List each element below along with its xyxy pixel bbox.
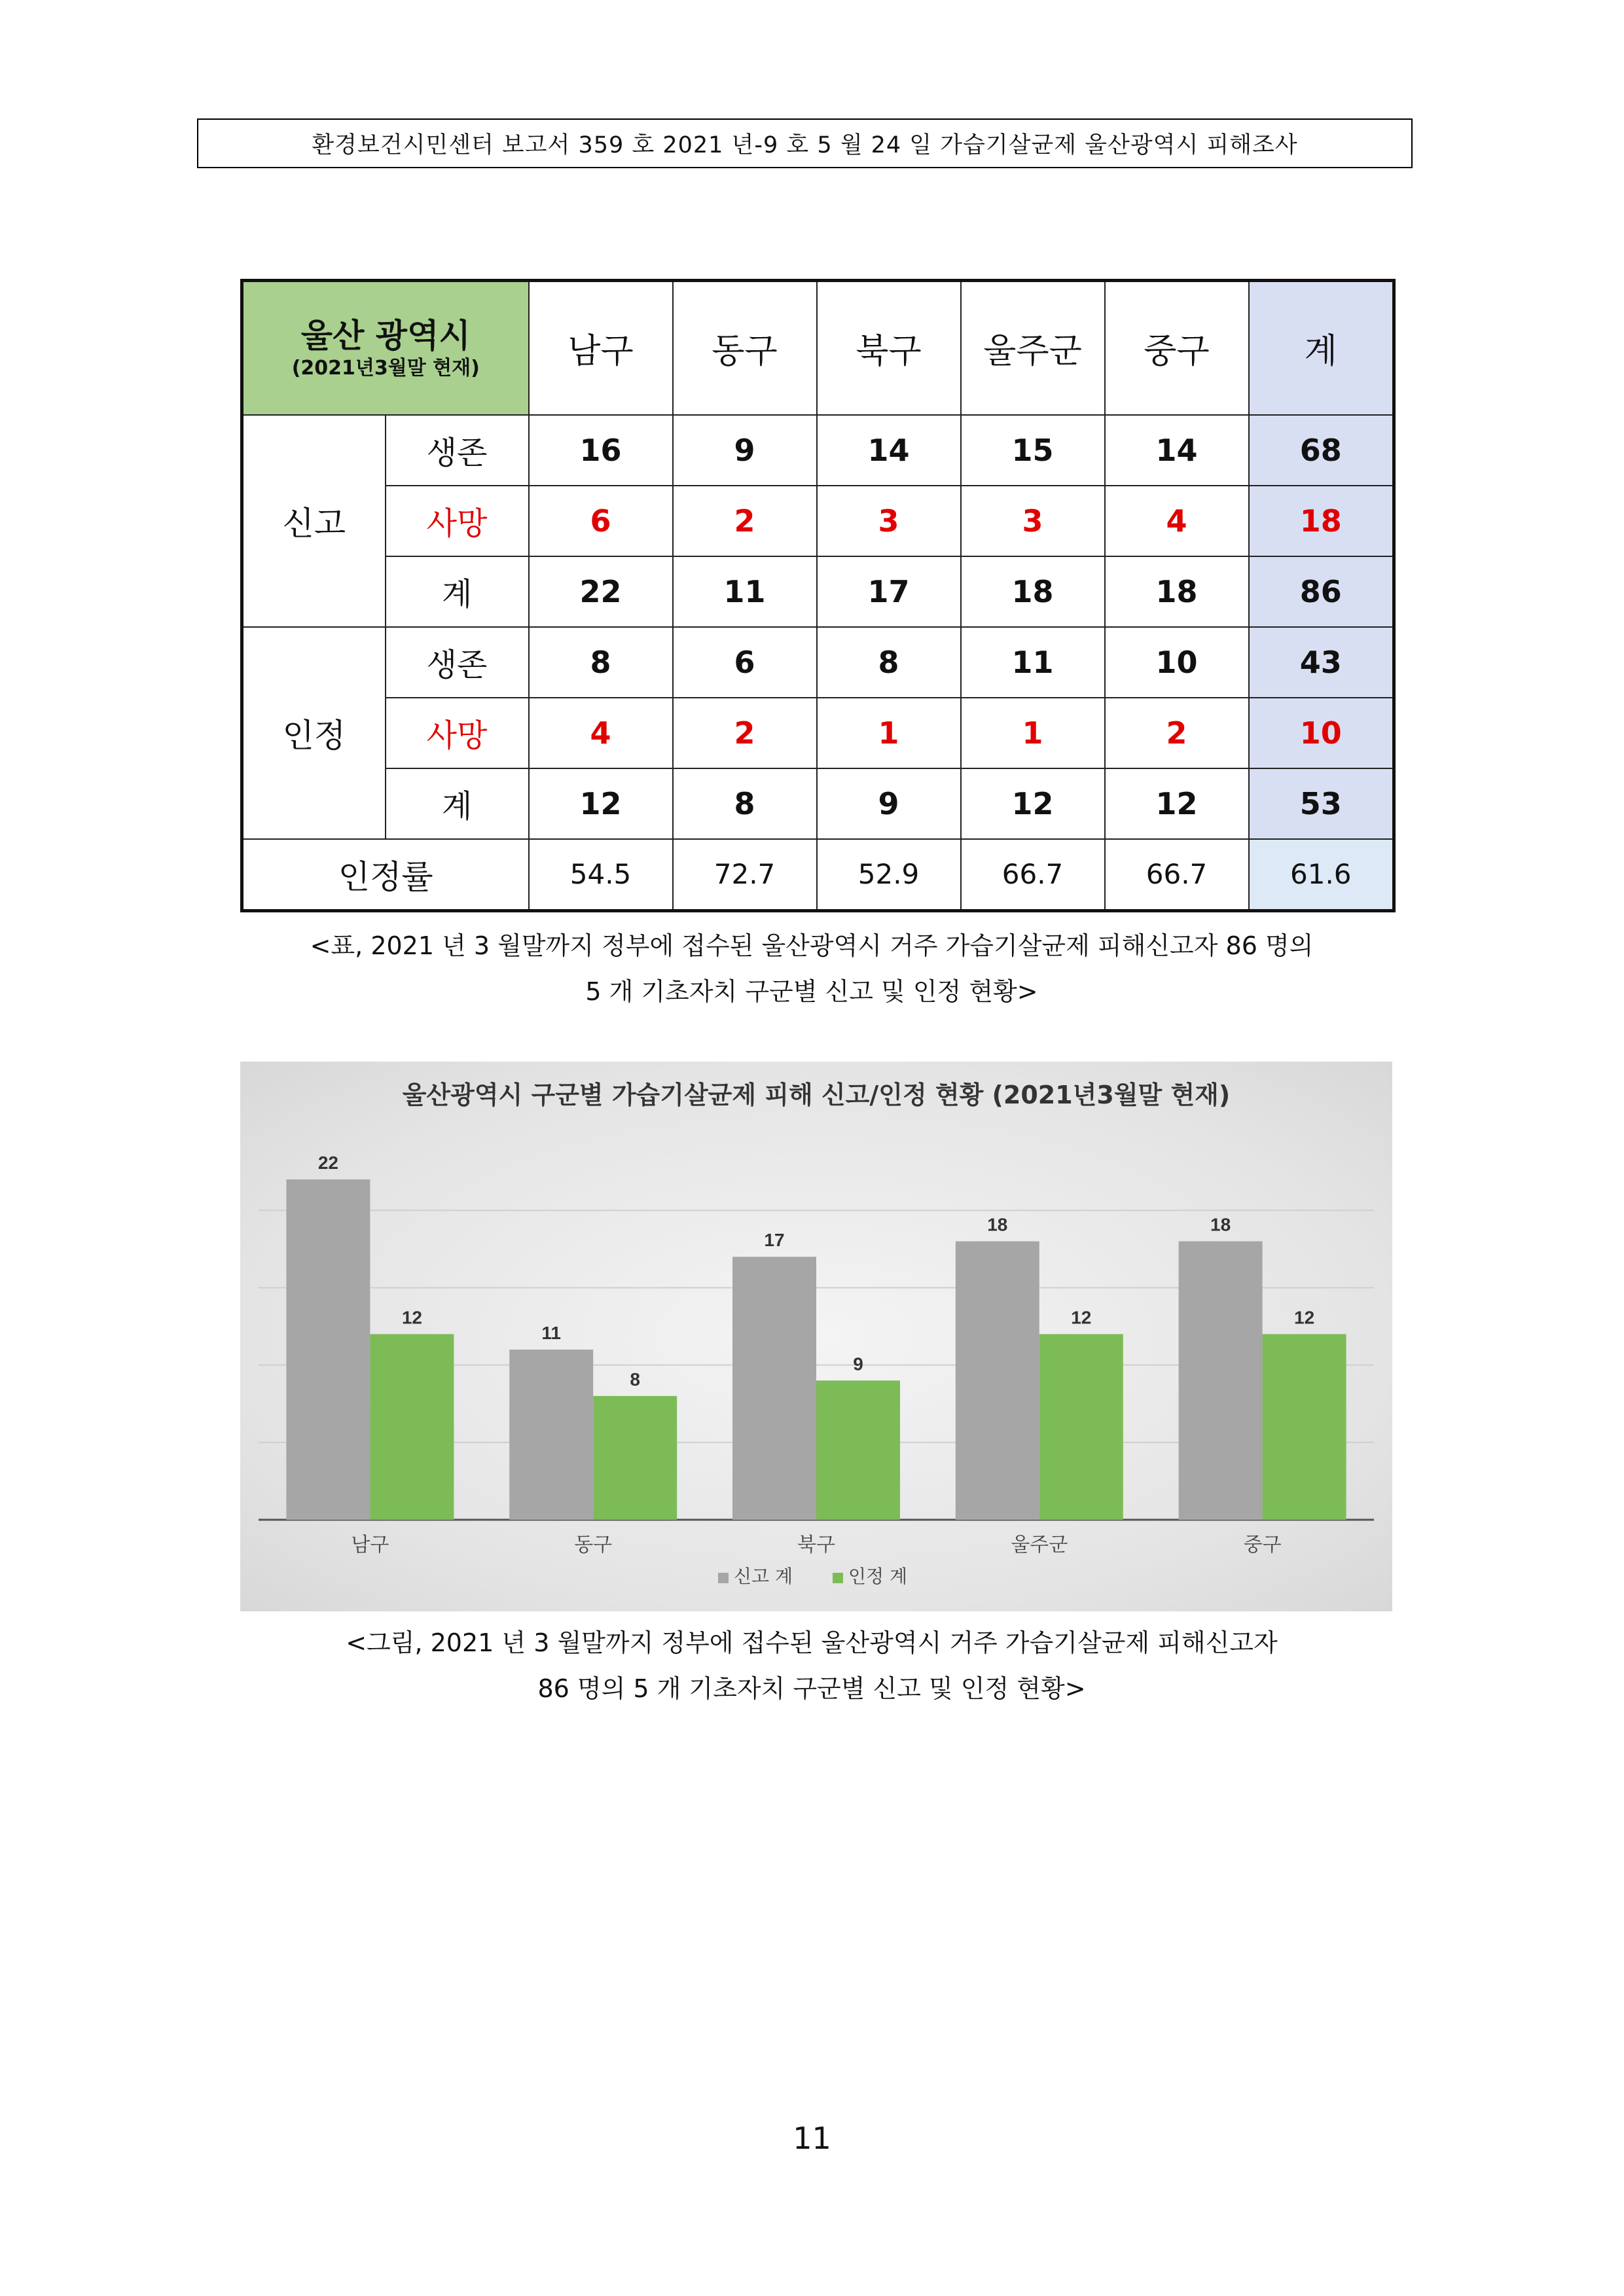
legend-label: 신고 계	[734, 1566, 793, 1587]
region-title: 울산 광역시	[300, 316, 471, 355]
table-cell-total: 10	[1249, 698, 1394, 768]
rate-cell: 66.7	[961, 839, 1105, 911]
table-cell: 6	[529, 486, 673, 556]
row-label: 사망	[386, 698, 529, 768]
table-caption-line2: 5 개 기초자치 구군별 신고 및 인정 현황>	[585, 977, 1038, 1006]
rate-cell: 66.7	[1105, 839, 1249, 911]
data-label: 17	[764, 1230, 785, 1251]
table-cell: 12	[1105, 768, 1249, 839]
table-cell: 4	[529, 698, 673, 768]
data-label: 12	[1294, 1307, 1315, 1328]
table-cell: 9	[673, 415, 817, 486]
table-cell: 1	[817, 698, 961, 768]
column-header-total: 계	[1249, 281, 1394, 415]
category-label: 울주군	[1011, 1534, 1068, 1556]
bar-report	[286, 1179, 370, 1520]
figure-caption-line1: <그림, 2021 년 3 월말까지 정부에 접수된 울산광역시 거주 가습기살균제 피해신고자	[346, 1628, 1278, 1657]
report-header-text: 환경보건시민센터 보고서 359 호 2021 년-9 호 5 월 24 일 가습기살균제 울산광역시 피해조사	[312, 132, 1298, 158]
row-label: 사망	[386, 486, 529, 556]
group-label: 인정	[242, 627, 386, 839]
chart-plot	[240, 1062, 1392, 1611]
table-cell: 8	[529, 627, 673, 698]
page-number: 11	[793, 2121, 831, 2156]
data-label: 12	[1071, 1307, 1092, 1328]
bar-report	[1179, 1242, 1263, 1520]
table-cell: 14	[1105, 415, 1249, 486]
region-subtitle: (2021년3월말 현재)	[291, 357, 480, 380]
category-label: 동구	[574, 1534, 613, 1556]
data-label: 18	[1210, 1214, 1231, 1235]
bar-recognized	[370, 1334, 454, 1520]
table-cell-total: 53	[1249, 768, 1394, 839]
table-cell: 15	[961, 415, 1105, 486]
table-cell: 12	[961, 768, 1105, 839]
row-label: 계	[386, 768, 529, 839]
bar-report	[732, 1257, 816, 1520]
group-label: 신고	[242, 415, 386, 627]
table-cell: 18	[961, 556, 1105, 627]
table-cell: 9	[817, 768, 961, 839]
row-label: 생존	[386, 627, 529, 698]
column-header: 울주군	[961, 281, 1105, 415]
legend-label: 인정 계	[848, 1566, 908, 1587]
table-cell: 16	[529, 415, 673, 486]
table-cell: 3	[961, 486, 1105, 556]
rate-cell: 52.9	[817, 839, 961, 911]
bar-recognized	[1039, 1334, 1123, 1520]
category-label: 북구	[797, 1534, 835, 1556]
bar-recognized	[593, 1396, 677, 1520]
table-cell: 17	[817, 556, 961, 627]
column-header: 남구	[529, 281, 673, 415]
table-cell: 3	[817, 486, 961, 556]
category-label: 중구	[1243, 1534, 1282, 1556]
table-cell: 6	[673, 627, 817, 698]
table-cell-total: 43	[1249, 627, 1394, 698]
table-cell: 22	[529, 556, 673, 627]
bar-report	[956, 1242, 1039, 1520]
bar-recognized	[816, 1380, 900, 1520]
table-cell: 14	[817, 415, 961, 486]
table-cell: 2	[1105, 698, 1249, 768]
table-cell: 10	[1105, 627, 1249, 698]
bar-chart	[240, 1062, 1392, 1611]
category-label: 남구	[351, 1534, 389, 1556]
figure-caption	[196, 1620, 1427, 1712]
data-label: 8	[630, 1369, 640, 1390]
table-cell-total: 18	[1249, 486, 1394, 556]
table-cell: 11	[961, 627, 1105, 698]
data-label: 12	[401, 1307, 422, 1328]
bar-recognized	[1263, 1334, 1346, 1520]
region-header-cell	[242, 281, 529, 415]
statistics-table	[240, 279, 1396, 912]
data-label: 22	[317, 1153, 338, 1173]
table-cell: 11	[673, 556, 817, 627]
table-cell: 8	[817, 627, 961, 698]
figure-caption-line2: 86 명의 5 개 기초자치 구군별 신고 및 인정 현황>	[537, 1674, 1086, 1703]
column-header: 동구	[673, 281, 817, 415]
legend-swatch	[718, 1573, 729, 1583]
table-caption-line1: <표, 2021 년 3 월말까지 정부에 접수된 울산광역시 거주 가습기살균제 피해신고자 86 명의	[310, 931, 1314, 960]
table-caption	[196, 923, 1427, 1014]
column-header: 중구	[1105, 281, 1249, 415]
rate-cell-total: 61.6	[1249, 839, 1394, 911]
data-label: 18	[987, 1214, 1008, 1235]
table-cell-total: 86	[1249, 556, 1394, 627]
column-header: 북구	[817, 281, 961, 415]
rate-cell: 54.5	[529, 839, 673, 911]
table-cell: 2	[673, 486, 817, 556]
table-cell: 1	[961, 698, 1105, 768]
table-cell: 2	[673, 698, 817, 768]
bar-report	[509, 1350, 593, 1520]
rate-cell: 72.7	[673, 839, 817, 911]
table-cell: 8	[673, 768, 817, 839]
row-label: 계	[386, 556, 529, 627]
report-header	[197, 118, 1413, 168]
legend-swatch	[833, 1573, 843, 1583]
table-cell: 18	[1105, 556, 1249, 627]
table-cell: 12	[529, 768, 673, 839]
data-label: 11	[541, 1323, 562, 1343]
rate-label: 인정률	[242, 839, 529, 911]
table-cell: 4	[1105, 486, 1249, 556]
row-label: 생존	[386, 415, 529, 486]
table-cell-total: 68	[1249, 415, 1394, 486]
chart-title: 울산광역시 구군별 가습기살균제 피해 신고/인정 현황 (2021년3월말 현재)	[402, 1081, 1231, 1109]
data-label: 9	[853, 1354, 863, 1374]
